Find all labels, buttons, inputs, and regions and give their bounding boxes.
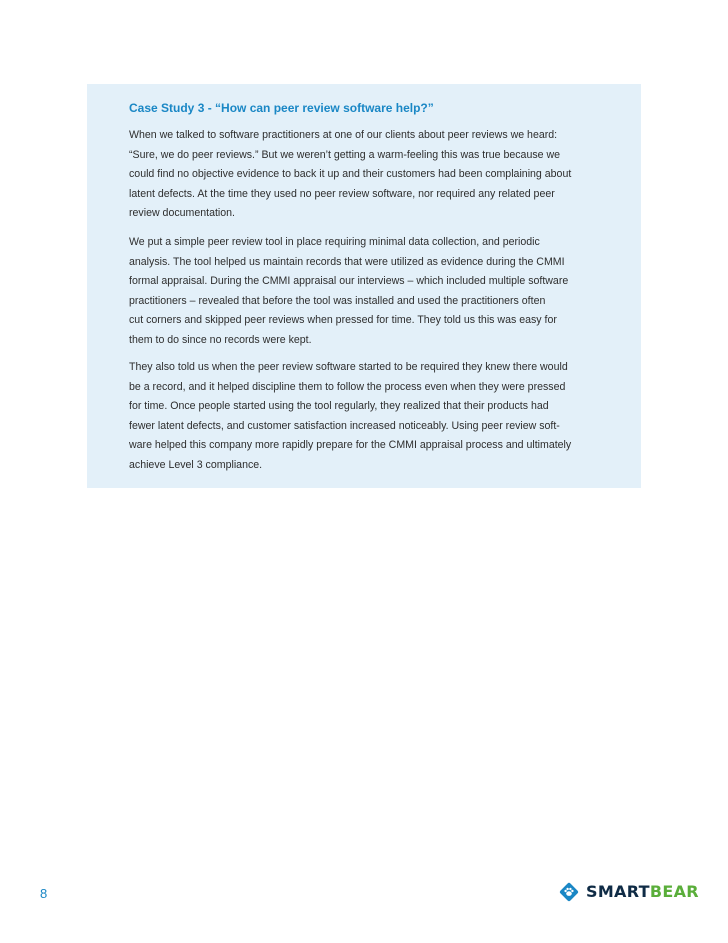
text-line: They also told us when the peer review software started to be required they knew there would — [129, 361, 568, 373]
brand-name — [586, 881, 699, 903]
text-line: practitioners – revealed that before the tool was installed and used the practitioners often — [129, 294, 546, 307]
case-study-paragraph-2 — [129, 233, 568, 350]
text-line: formal appraisal. During the CMMI appraisal our interviews – which included multiple software — [129, 275, 569, 287]
text-line: be a record, and it helped discipline them to follow the process even when they were pressed — [129, 380, 566, 393]
case-study-paragraph-3 — [129, 358, 571, 475]
text-line: cut corners and skipped peer reviews when pressed for time. They told us this was easy for — [129, 314, 557, 326]
brand-name-smart: SMART — [586, 882, 650, 901]
text-line: When we talked to software practitioners at one of our clients about peer reviews we heard: — [129, 129, 558, 141]
text-line: for time. Once people started using the tool regularly, they realized that their products had — [129, 400, 549, 412]
smartbear-logo — [558, 880, 699, 904]
text-line: We put a simple peer review tool in place requiring minimal data collection, and periodic — [129, 236, 540, 248]
text-line: could find no objective evidence to back it up and their customers had been complaining about — [129, 168, 572, 180]
text-line: analysis. The tool helped us maintain records that were utilized as evidence during the CMMI — [129, 255, 565, 268]
brand-name-bear: BEAR — [649, 882, 699, 901]
page-number: 8 — [40, 886, 48, 901]
text-line: “Sure, we do peer reviews.” But we weren’t getting a warm-feeling this was true because we — [129, 148, 561, 161]
text-line: latent defects. At the time they used no peer review software, nor required any related peer — [129, 187, 555, 200]
text-line: review documentation. — [129, 207, 235, 219]
text-line: ware helped this company more rapidly prepare for the CMMI appraisal process and ultimately — [129, 439, 572, 451]
smartbear-paw-icon — [558, 881, 580, 903]
case-study-title: Case Study 3 - “How can peer review software help?” — [129, 101, 434, 115]
text-line: fewer latent defects, and customer satisfaction increased noticeably. Using peer review soft- — [129, 419, 560, 432]
case-study-paragraph-1 — [129, 126, 571, 224]
text-line: them to do since no records were kept. — [129, 333, 312, 346]
text-line: achieve Level 3 compliance. — [129, 458, 263, 471]
